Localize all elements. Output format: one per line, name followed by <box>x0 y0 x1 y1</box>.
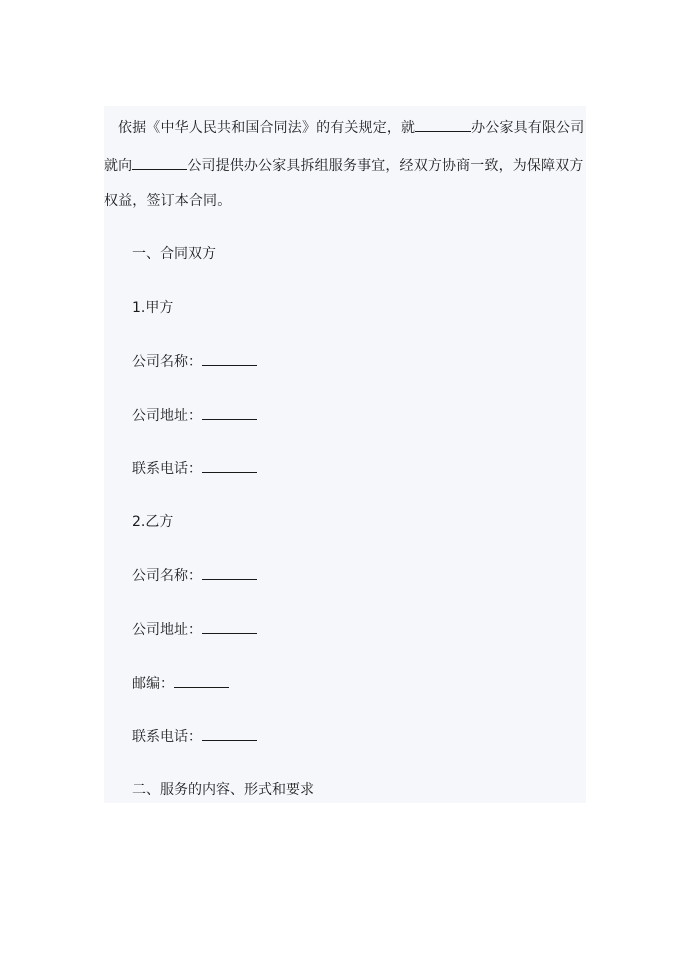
intro-line-2 <box>104 156 586 176</box>
field-label: 公司地址： <box>132 408 202 424</box>
field-label: 公司地址： <box>132 622 202 638</box>
intro-text: 公司提供办公家具拆组服务事宜，经双方协商一致，为保障双方 <box>187 158 584 174</box>
intro-line-1 <box>104 118 600 138</box>
party-a-company-address <box>132 406 257 426</box>
field-label: 联系电话： <box>132 461 202 477</box>
party-b-postcode <box>132 674 229 694</box>
intro-text: 权益，签订本合同。 <box>104 193 232 209</box>
intro-text: 办公家具有限公司 <box>471 120 585 136</box>
fill-blank <box>202 567 257 580</box>
party-a-company-name <box>132 352 257 372</box>
fill-blank <box>202 728 257 741</box>
section-heading-parties: 一、合同双方 <box>132 246 216 262</box>
field-label: 公司名称： <box>132 568 202 584</box>
field-label: 公司名称： <box>132 354 202 370</box>
fill-blank <box>202 407 257 420</box>
fill-blank <box>202 460 257 473</box>
party-a-phone <box>132 459 257 479</box>
fill-blank <box>132 157 187 170</box>
party-b-heading: 2.乙方 <box>132 514 174 530</box>
field-label: 邮编： <box>132 676 174 692</box>
document-body <box>104 106 586 803</box>
intro-text: 依据《中华人民共和国合同法》的有关规定，就 <box>118 120 416 136</box>
party-b-phone <box>132 727 257 747</box>
party-b-company-address <box>132 620 257 640</box>
fill-blank <box>202 353 257 366</box>
intro-text: 就向 <box>104 158 133 174</box>
section-heading-service: 二、服务的内容、形式和要求 <box>132 782 314 798</box>
fill-blank <box>202 621 257 634</box>
party-a-heading: 1.甲方 <box>132 300 174 316</box>
party-b-company-name <box>132 566 257 586</box>
intro-line-3 <box>104 191 586 211</box>
fill-blank <box>415 119 471 132</box>
fill-blank <box>174 675 229 688</box>
field-label: 联系电话： <box>132 729 202 745</box>
